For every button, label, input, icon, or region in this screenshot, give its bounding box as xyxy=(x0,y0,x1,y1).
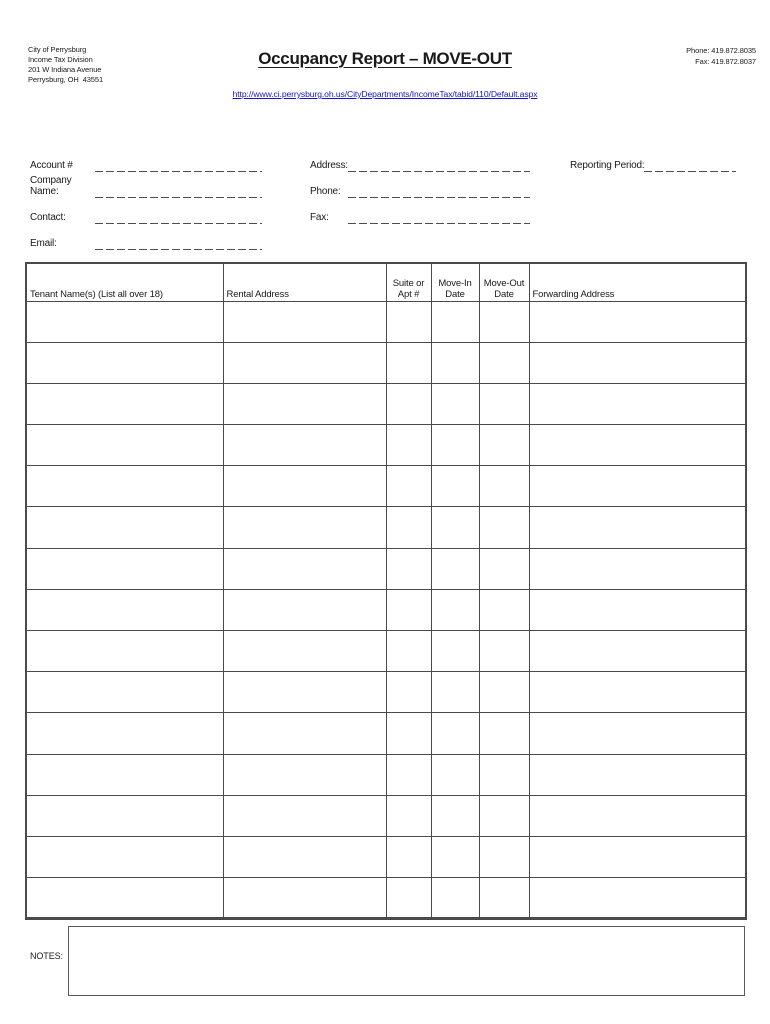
table-cell[interactable] xyxy=(223,631,386,672)
table-row xyxy=(26,507,746,548)
table-row xyxy=(26,466,746,507)
table-cell[interactable] xyxy=(223,878,386,919)
table-cell[interactable] xyxy=(386,548,431,589)
table-cell[interactable] xyxy=(431,754,479,795)
table-cell[interactable] xyxy=(529,672,746,713)
table-row xyxy=(26,589,746,630)
table-cell[interactable] xyxy=(386,672,431,713)
table-cell[interactable] xyxy=(26,878,223,919)
department-url-link[interactable]: http://www.ci.perrysburg.oh.us/CityDepartments/IncomeTax/tabid/110/Default.aspx xyxy=(232,89,538,99)
table-cell[interactable] xyxy=(386,713,431,754)
table-cell[interactable] xyxy=(386,383,431,424)
agency-line: Perrysburg, OH 43551 xyxy=(28,75,104,84)
table-cell[interactable] xyxy=(26,383,223,424)
fax-label: Fax: xyxy=(310,212,329,223)
table-cell[interactable] xyxy=(386,342,431,383)
fax-field[interactable] xyxy=(348,211,530,224)
table-cell[interactable] xyxy=(431,383,479,424)
table-cell[interactable] xyxy=(479,342,529,383)
table-cell[interactable] xyxy=(386,836,431,877)
table-row xyxy=(26,301,746,342)
table-cell[interactable] xyxy=(529,631,746,672)
table-cell[interactable] xyxy=(386,589,431,630)
account-number-label: Account # xyxy=(30,160,73,171)
table-cell[interactable] xyxy=(223,466,386,507)
table-cell[interactable] xyxy=(479,836,529,877)
table-cell[interactable] xyxy=(431,836,479,877)
table-cell[interactable] xyxy=(26,713,223,754)
agency-line: Income Tax Division xyxy=(28,55,93,64)
table-cell[interactable] xyxy=(386,631,431,672)
table-cell[interactable] xyxy=(529,466,746,507)
column-header-move-in-date: Move-In Date xyxy=(431,263,479,301)
table-cell[interactable] xyxy=(529,754,746,795)
column-header-tenant-names: Tenant Name(s) (List all over 18) xyxy=(26,263,223,301)
table-cell[interactable] xyxy=(223,754,386,795)
table-cell[interactable] xyxy=(479,754,529,795)
table-cell[interactable] xyxy=(479,301,529,342)
table-row xyxy=(26,425,746,466)
table-cell[interactable] xyxy=(529,795,746,836)
table-cell[interactable] xyxy=(431,548,479,589)
agency-line: City of Perrysburg xyxy=(28,45,87,54)
phone-line: Phone: 419.872.8035 xyxy=(686,46,756,55)
column-header-move-out-date: Move-Out Date xyxy=(479,263,529,301)
table-cell[interactable] xyxy=(386,507,431,548)
table-cell[interactable] xyxy=(479,589,529,630)
table-cell[interactable] xyxy=(431,589,479,630)
table-cell[interactable] xyxy=(223,342,386,383)
table-cell[interactable] xyxy=(26,672,223,713)
table-cell[interactable] xyxy=(386,878,431,919)
table-cell[interactable] xyxy=(431,631,479,672)
table-cell[interactable] xyxy=(529,713,746,754)
email-field[interactable] xyxy=(95,237,262,250)
table-cell[interactable] xyxy=(431,425,479,466)
table-cell[interactable] xyxy=(431,466,479,507)
table-cell[interactable] xyxy=(223,795,386,836)
table-cell[interactable] xyxy=(223,589,386,630)
table-row xyxy=(26,383,746,424)
table-cell[interactable] xyxy=(386,466,431,507)
table-cell[interactable] xyxy=(26,425,223,466)
table-row xyxy=(26,713,746,754)
phone-field[interactable] xyxy=(348,185,530,198)
fax-line: Fax: 419.872.8037 xyxy=(695,57,756,66)
table-cell[interactable] xyxy=(26,589,223,630)
field-group-left xyxy=(30,146,262,250)
table-cell[interactable] xyxy=(529,507,746,548)
table-cell[interactable] xyxy=(431,672,479,713)
table-cell[interactable] xyxy=(529,383,746,424)
table-cell[interactable] xyxy=(479,672,529,713)
table-cell[interactable] xyxy=(26,754,223,795)
page-title: Occupancy Report – MOVE-OUT xyxy=(258,49,512,68)
address-label: Address: xyxy=(310,160,348,171)
notes-input-box[interactable] xyxy=(68,926,745,996)
table-cell[interactable] xyxy=(479,878,529,919)
column-header-suite-apt: Suite or Apt # xyxy=(386,263,431,301)
table-cell[interactable] xyxy=(431,301,479,342)
table-cell[interactable] xyxy=(479,795,529,836)
table-cell[interactable] xyxy=(223,672,386,713)
table-cell[interactable] xyxy=(529,589,746,630)
table-cell[interactable] xyxy=(386,425,431,466)
field-group-right xyxy=(570,146,736,172)
table-cell[interactable] xyxy=(26,795,223,836)
table-cell[interactable] xyxy=(529,301,746,342)
table-row xyxy=(26,754,746,795)
contact-field[interactable] xyxy=(95,211,262,224)
table-cell[interactable] xyxy=(386,301,431,342)
notes-label: NOTES: xyxy=(30,951,63,961)
table-cell[interactable] xyxy=(386,754,431,795)
table-row xyxy=(26,631,746,672)
table-cell[interactable] xyxy=(223,507,386,548)
table-row xyxy=(26,795,746,836)
company-name-label: Company Name: xyxy=(30,175,72,197)
table-cell[interactable] xyxy=(431,878,479,919)
table-row xyxy=(26,878,746,919)
table-cell[interactable] xyxy=(479,383,529,424)
column-header-rental-address: Rental Address xyxy=(223,263,386,301)
field-group-middle xyxy=(310,146,530,224)
table-cell[interactable] xyxy=(479,548,529,589)
table-cell[interactable] xyxy=(529,836,746,877)
table-cell[interactable] xyxy=(479,631,529,672)
agency-line: 201 W Indiana Avenue xyxy=(28,65,102,74)
table-cell[interactable] xyxy=(26,301,223,342)
table-cell[interactable] xyxy=(479,507,529,548)
table-cell[interactable] xyxy=(479,713,529,754)
column-header-forwarding-address: Forwarding Address xyxy=(529,263,746,301)
table-cell[interactable] xyxy=(223,301,386,342)
table-cell[interactable] xyxy=(26,466,223,507)
table-cell[interactable] xyxy=(529,878,746,919)
contact-label: Contact: xyxy=(30,212,66,223)
table-cell[interactable] xyxy=(223,713,386,754)
table-row xyxy=(26,672,746,713)
table-cell[interactable] xyxy=(529,425,746,466)
phone-label: Phone: xyxy=(310,186,341,197)
table-cell[interactable] xyxy=(26,548,223,589)
table-cell[interactable] xyxy=(26,836,223,877)
table-row xyxy=(26,836,746,877)
contact-block xyxy=(686,45,756,67)
reporting-period-label: Reporting Period: xyxy=(570,160,645,171)
table-row xyxy=(26,548,746,589)
table-cell[interactable] xyxy=(26,342,223,383)
table-cell[interactable] xyxy=(26,631,223,672)
table-cell[interactable] xyxy=(431,342,479,383)
table-cell[interactable] xyxy=(479,466,529,507)
table-cell[interactable] xyxy=(223,548,386,589)
tenant-roster-table xyxy=(25,262,747,920)
table-cell[interactable] xyxy=(479,425,529,466)
table-cell[interactable] xyxy=(223,836,386,877)
address-field[interactable] xyxy=(348,159,530,172)
table-cell[interactable] xyxy=(386,795,431,836)
table-row xyxy=(26,342,746,383)
email-label: Email: xyxy=(30,238,57,249)
table-body xyxy=(26,301,746,919)
table-header-row xyxy=(26,263,746,301)
company-name-field[interactable] xyxy=(95,185,262,198)
table-cell[interactable] xyxy=(431,507,479,548)
table-cell[interactable] xyxy=(431,795,479,836)
table-cell[interactable] xyxy=(529,548,746,589)
account-number-field[interactable] xyxy=(95,159,262,172)
table-cell[interactable] xyxy=(26,507,223,548)
table-cell[interactable] xyxy=(529,342,746,383)
table-cell[interactable] xyxy=(431,713,479,754)
reporting-period-field[interactable] xyxy=(644,159,736,172)
table-cell[interactable] xyxy=(223,425,386,466)
table-cell[interactable] xyxy=(223,383,386,424)
